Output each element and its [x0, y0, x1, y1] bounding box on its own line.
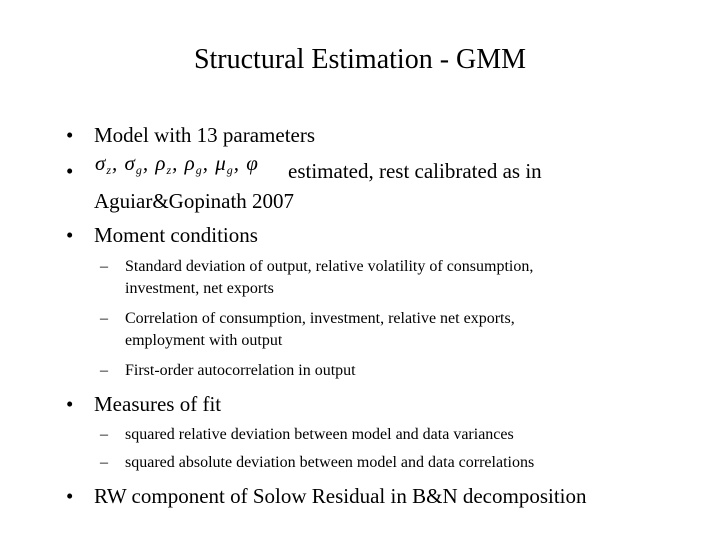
- bullet-marker: •: [66, 392, 74, 416]
- dash-marker: –: [100, 258, 108, 275]
- bullet-marker: •: [66, 484, 74, 508]
- bullet-marker: •: [66, 223, 74, 247]
- sub-item-relative-deviation: squared relative deviation between model and data variances: [125, 426, 514, 443]
- param-rho-z: $\rho_z$: [155, 151, 173, 177]
- sub-item-absolute-deviation: squared absolute deviation between model and data correlations: [125, 454, 535, 471]
- sub-item-autocorrelation: First-order autocorrelation in output: [125, 362, 356, 379]
- dash-marker: –: [100, 426, 108, 443]
- bullet-model-parameters: Model with 13 parameters: [94, 123, 316, 147]
- bullet-estimated-text: estimated, rest calibrated as in: [288, 159, 542, 183]
- bullet-estimated-continuation: Aguiar&Gopinath 2007: [94, 189, 295, 213]
- bullet-marker: •: [66, 159, 74, 183]
- sub-item-correlation: Correlation of consumption, investment, relative net exports,: [125, 310, 515, 327]
- bullet-measures-of-fit: Measures of fit: [94, 392, 222, 416]
- param-sigma-z: $\sigma_z$: [95, 151, 113, 177]
- slide-title: Structural Estimation - GMM: [193, 44, 527, 75]
- sub-item-std-deviation-cont: investment, net exports: [125, 280, 274, 297]
- dash-marker: –: [100, 454, 108, 471]
- dash-marker: –: [100, 362, 108, 379]
- sub-item-correlation-cont: employment with output: [125, 332, 283, 349]
- param-sigma-g: $\sigma_g$: [124, 151, 143, 177]
- sub-item-std-deviation: Standard deviation of output, relative volatility of consumption,: [125, 258, 534, 275]
- dash-marker: –: [100, 310, 108, 327]
- param-rho-g: $\rho_g$: [184, 151, 203, 177]
- bullet-marker: •: [66, 123, 74, 147]
- param-phi: φ: [246, 151, 259, 175]
- param-mu-g: $\mu_g$: [215, 151, 234, 177]
- bullet-moment-conditions: Moment conditions: [94, 223, 258, 247]
- parameter-list: $\sigma_z$, $\sigma_g$, $\rho_z$, $\rho_g$, $\mu_g$, φ: [95, 151, 259, 177]
- bullet-rw-component: RW component of Solow Residual in B&N decomposition: [94, 484, 587, 508]
